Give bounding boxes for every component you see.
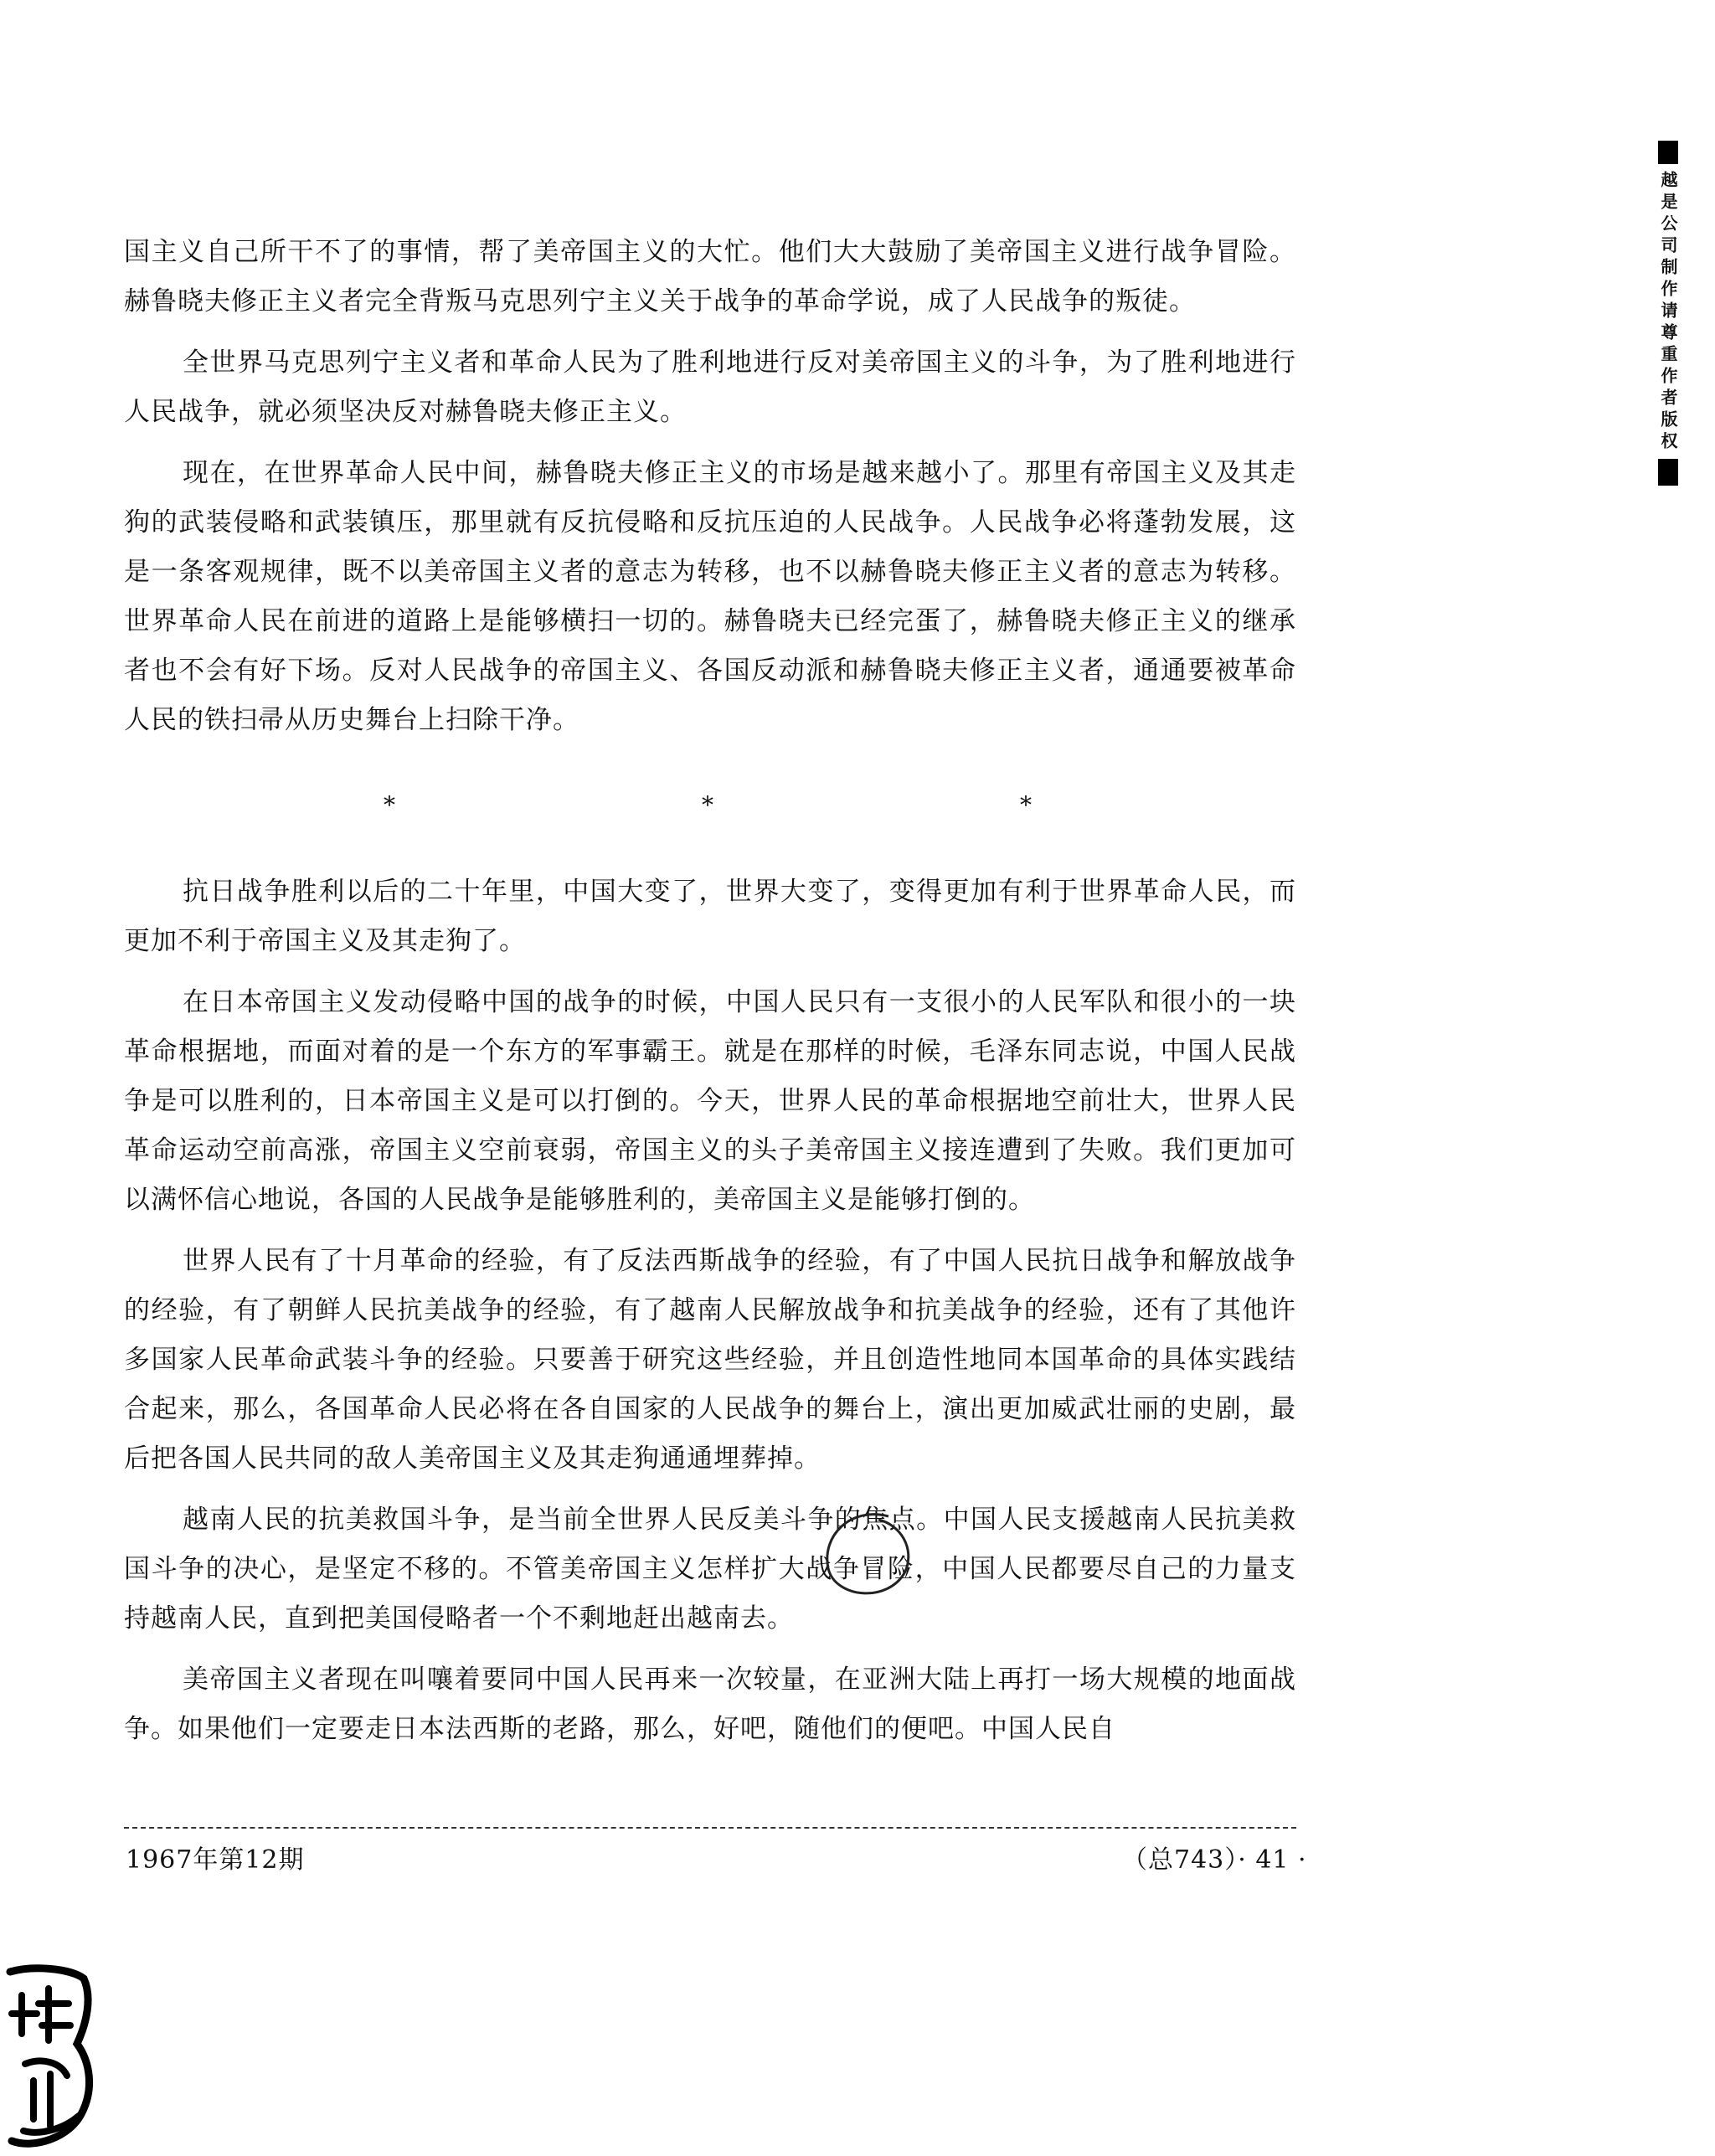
separator-star: *: [1020, 791, 1033, 819]
paragraph: 抗日战争胜利以后的二十年里，中国大变了，世界大变了，变得更加有利于世界革命人民，而更加不利于帝国主义及其走狗了。: [124, 877, 1296, 956]
seal-stamp-logo: [0, 1963, 100, 2156]
footer-page-number: （总743）· 41 ·: [1122, 1845, 1307, 1875]
article-body: [124, 228, 1296, 1766]
side-copyright-label: [1656, 141, 1693, 610]
footer-rule: [124, 1827, 1296, 1829]
separator-star: *: [384, 791, 396, 819]
paragraph: 全世界马克思列宁主义者和革命人民为了胜利地进行反对美帝国主义的斗争，为了胜利地进行人民战争，就必须坚决反对赫鲁晓夫修正主义。: [124, 347, 1296, 427]
paragraph: 越南人民的抗美救国斗争，是当前全世界人民反美斗争的焦点。中国人民支援越南人民抗美救国斗争的决心，是坚定不移的。不管美帝国主义怎样扩大战争冒险，中国人民都要尽自己的力量支持越南人民，直到把美国侵略者一个不剩地赶出越南去。: [124, 1505, 1296, 1634]
side-bar-bottom-block: [1658, 459, 1678, 486]
paragraph: 现在，在世界革命人民中间，赫鲁晓夫修正主义的市场是越来越小了。那里有帝国主义及其走狗的武装侵略和武装镇压，那里就有反抗侵略和反抗压迫的人民战争。人民战争必将蓬勃发展，这是一条客观规律，既不以美帝国主义者的意志为转移，也不以赫鲁晓夫修正主义者的意志为转移。世界革命人民在前进的道路上是能够横扫一切的。赫鲁晓夫已经完蛋了，赫鲁晓夫修正主义的继承者也不会有好下场。反对人民战争的帝国主义、各国反动派和赫鲁晓夫修正主义者，通通要被革命人民的铁扫帚从历史舞台上扫除干净。: [124, 458, 1296, 735]
handwritten-circle-annotation: [816, 1505, 917, 1605]
side-bar-top-block: [1658, 141, 1678, 164]
paragraph-continued: 国主义自己所干不了的事情，帮了美帝国主义的大忙。他们大大鼓励了美帝国主义进行战争冒险。赫鲁晓夫修正主义者完全背叛马克思列宁主义关于战争的革命学说，成了人民战争的叛徒。: [124, 237, 1296, 316]
section-separator: [124, 757, 1296, 867]
footer-issue: 1967年第12期: [126, 1845, 305, 1875]
side-copyright-text: 越是公司制作请尊重作者版权: [1658, 171, 1678, 454]
separator-star: *: [702, 791, 714, 819]
paragraph: 美帝国主义者现在叫嚷着要同中国人民再来一次较量，在亚洲大陆上再打一场大规模的地面战争。如果他们一定要走日本法西斯的老路，那么，好吧，随他们的便吧。中国人民自: [124, 1665, 1296, 1744]
paragraph: 世界人民有了十月革命的经验，有了反法西斯战争的经验，有了中国人民抗日战争和解放战争的经验，有了朝鲜人民抗美战争的经验，有了越南人民解放战争和抗美战争的经验，还有了其他许多国家人民革命武装斗争的经验。只要善于研究这些经验，并且创造性地同本国革命的具体实践结合起来，那么，各国革命人民必将在各自国家的人民战争的舞台上，演出更加威武壮丽的史剧，最后把各国人民共同的敌人美帝国主义及其走狗通通埋葬掉。: [124, 1246, 1296, 1474]
paragraph: 在日本帝国主义发动侵略中国的战争的时候，中国人民只有一支很小的人民军队和很小的一块革命根据地，而面对着的是一个东方的军事霸王。就是在那样的时候，毛泽东同志说，中国人民战争是可以胜利的，日本帝国主义是可以打倒的。今天，世界人民的革命根据地空前壮大，世界人民革命运动空前高涨，帝国主义空前衰弱，帝国主义的头子美帝国主义接连遭到了失败。我们更加可以满怀信心地说，各国的人民战争是能够胜利的，美帝国主义是能够打倒的。: [124, 987, 1296, 1215]
